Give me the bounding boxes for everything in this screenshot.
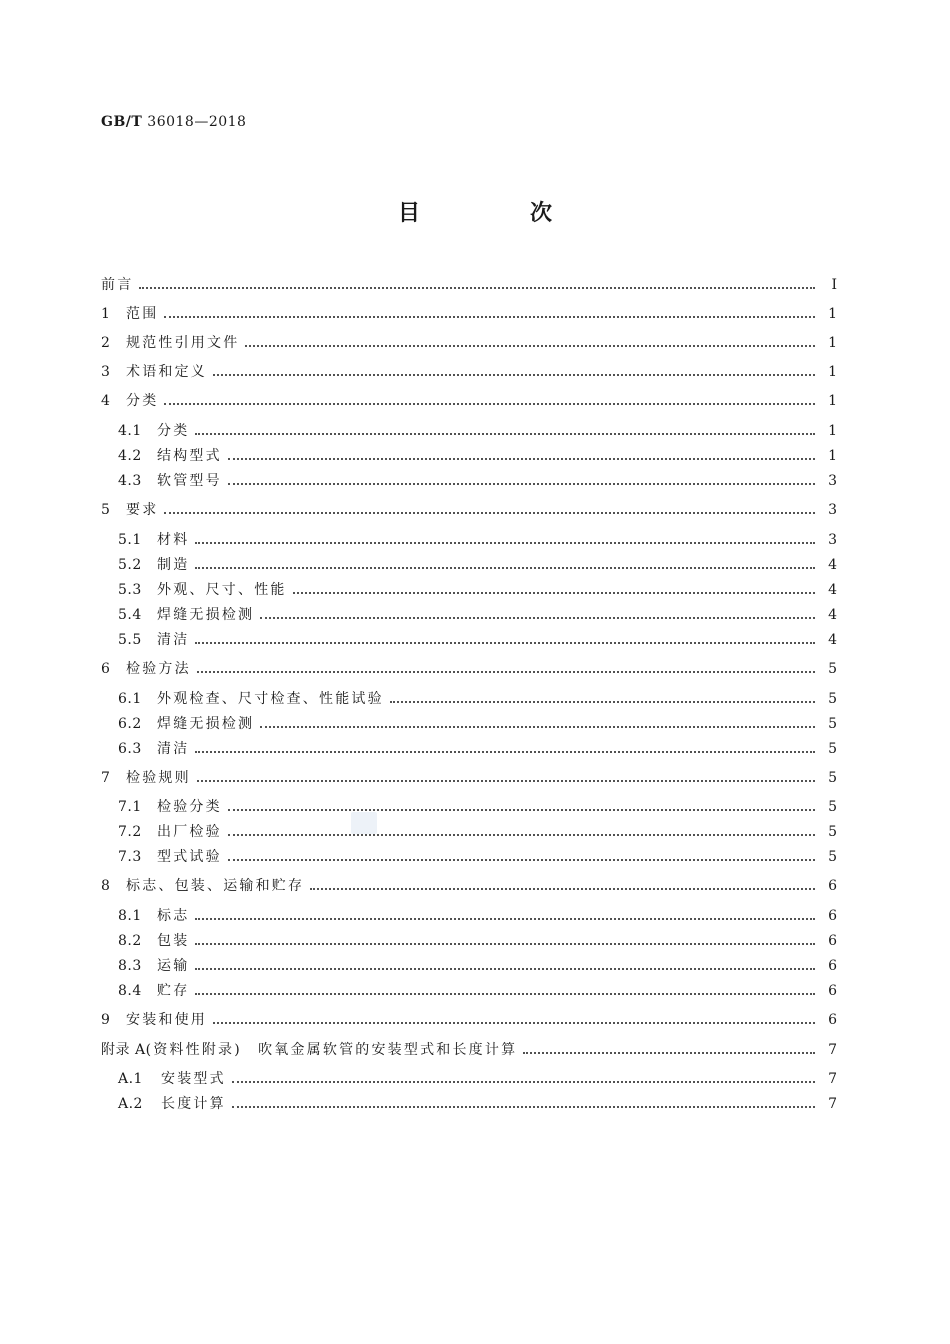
toc-entry[interactable] <box>101 500 837 520</box>
toc-entry-page: 6 <box>828 1012 837 1028</box>
dot-leader <box>260 616 815 619</box>
toc-entry[interactable] <box>118 530 837 550</box>
toc-entry[interactable] <box>118 739 837 759</box>
dot-leader <box>232 1080 815 1083</box>
toc-entry-number: 5.5 <box>118 632 142 648</box>
toc-entry-page: 5 <box>828 661 837 677</box>
toc-entry[interactable] <box>118 605 837 625</box>
dot-leader <box>195 641 815 644</box>
toc-entry-number: 6.2 <box>118 716 142 732</box>
toc-entry-label: 分类 <box>126 393 159 409</box>
toc-entry[interactable] <box>118 797 837 817</box>
toc-entry-label: 外观、尺寸、性能 <box>157 582 287 598</box>
toc-entry[interactable] <box>118 714 837 734</box>
toc-entry-number: 4.2 <box>118 448 142 464</box>
toc-entry-page: 5 <box>828 741 837 757</box>
toc-entry-number: 6 <box>101 661 111 677</box>
toc-entry[interactable] <box>101 333 837 353</box>
toc-entry-number: 8.4 <box>118 983 142 999</box>
toc-entry-number: 7.2 <box>118 824 142 840</box>
toc-entry-number: 8.2 <box>118 933 142 949</box>
toc-entry[interactable] <box>101 1040 837 1060</box>
dot-leader <box>213 373 815 376</box>
toc-entry[interactable] <box>118 471 837 491</box>
toc-entry-page: 3 <box>828 502 837 518</box>
dot-leader <box>164 402 815 405</box>
toc-entry-number: 2 <box>101 335 111 351</box>
dot-leader <box>139 286 815 289</box>
toc-entry[interactable] <box>118 981 837 1001</box>
dot-leader <box>260 725 815 728</box>
dot-leader <box>228 858 815 861</box>
toc-entry-label: 材料 <box>157 532 190 548</box>
dot-leader <box>195 917 815 920</box>
toc-entry[interactable] <box>101 391 837 411</box>
toc-entry-label: 术语和定义 <box>126 364 207 380</box>
toc-entry-label: 运输 <box>157 958 190 974</box>
toc-entry[interactable] <box>101 768 837 788</box>
document-code-prefix: GB/T <box>101 114 143 130</box>
dot-leader <box>197 670 815 673</box>
toc-entry-label: 要求 <box>126 502 159 518</box>
toc-entry-label: 清洁 <box>157 632 190 648</box>
toc-entry-page: 6 <box>828 958 837 974</box>
toc-entry[interactable] <box>118 446 837 466</box>
toc-entry[interactable] <box>118 956 837 976</box>
toc-entry-number: 7 <box>101 770 111 786</box>
toc-entry-label: 规范性引用文件 <box>126 335 240 351</box>
toc-entry-page: 6 <box>828 983 837 999</box>
toc-entry-label: 出厂检验 <box>157 824 222 840</box>
toc-entry-number: 5.3 <box>118 582 142 598</box>
toc-entry[interactable] <box>101 876 837 896</box>
toc-entry[interactable] <box>101 275 837 295</box>
toc-entry-page: 7 <box>828 1042 837 1058</box>
toc-entry-page: 1 <box>828 306 837 322</box>
toc-entry-page: 6 <box>828 908 837 924</box>
toc-entry-number: 5.4 <box>118 607 142 623</box>
toc-entry-number: 7.1 <box>118 799 142 815</box>
toc-entry-number: 4.1 <box>118 423 142 439</box>
toc-entry-page: 1 <box>828 393 837 409</box>
toc-entry-number: 5 <box>101 502 111 518</box>
toc-entry-page: 4 <box>828 582 837 598</box>
document-code-number: 36018—2018 <box>147 114 247 130</box>
dot-leader <box>523 1051 815 1054</box>
dot-leader <box>195 992 815 995</box>
toc-entry[interactable] <box>101 362 837 382</box>
dot-leader <box>245 344 815 347</box>
toc-entry[interactable] <box>118 906 837 926</box>
toc-entry-label: 安装型式 <box>161 1071 226 1087</box>
toc-entry-label: 结构型式 <box>157 448 222 464</box>
toc-entry-label: 焊缝无损检测 <box>157 607 255 623</box>
toc-entry-label: 贮存 <box>157 983 190 999</box>
dot-leader <box>164 511 815 514</box>
toc-entry[interactable] <box>118 580 837 600</box>
toc-entry-number: 4.3 <box>118 473 142 489</box>
watermark-logo <box>351 812 377 834</box>
toc-entry[interactable] <box>118 1094 837 1114</box>
toc-entry-page: 5 <box>828 770 837 786</box>
toc-entry-page: 1 <box>828 364 837 380</box>
dot-leader <box>195 566 815 569</box>
toc-entry-number: 8.3 <box>118 958 142 974</box>
toc-entry-label: 清洁 <box>157 741 190 757</box>
toc-entry[interactable] <box>118 847 837 867</box>
toc-entry-number: 9 <box>101 1012 111 1028</box>
toc-entry-page: 1 <box>828 335 837 351</box>
toc-entry[interactable] <box>118 1069 837 1089</box>
toc-entry-label: 检验分类 <box>157 799 222 815</box>
toc-entry-number: 6.1 <box>118 691 142 707</box>
dot-leader <box>195 750 815 753</box>
dot-leader <box>390 700 815 703</box>
toc-entry-number: A.1 <box>118 1071 143 1087</box>
dot-leader <box>195 942 815 945</box>
toc-entry[interactable] <box>101 304 837 324</box>
toc-entry[interactable] <box>118 421 837 441</box>
dot-leader <box>228 833 815 836</box>
toc-entry-number: 8.1 <box>118 908 142 924</box>
toc-entry-page: 5 <box>828 799 837 815</box>
dot-leader <box>197 779 815 782</box>
toc-entry-page: 1 <box>828 423 837 439</box>
toc-entry-page: 3 <box>828 473 837 489</box>
toc-entry-label: 外观检查、尺寸检查、性能试验 <box>157 691 384 707</box>
toc-entry-label: 包装 <box>157 933 190 949</box>
toc-entry-page: 7 <box>828 1096 837 1112</box>
toc-entry-number: A.2 <box>118 1096 143 1112</box>
dot-leader <box>213 1021 815 1024</box>
dot-leader <box>310 887 815 890</box>
toc-entry-page: 1 <box>828 448 837 464</box>
toc-entry-page: 4 <box>828 632 837 648</box>
toc-entry-label: 前言 <box>101 277 134 293</box>
toc-entry-page: 5 <box>828 691 837 707</box>
toc-entry-label: 标志 <box>157 908 190 924</box>
toc-entry-label: 焊缝无损检测 <box>157 716 255 732</box>
toc-entry-page: 4 <box>828 607 837 623</box>
toc-entry-label: 型式试验 <box>157 849 222 865</box>
toc-entry-page: 4 <box>828 557 837 573</box>
toc-entry[interactable] <box>118 822 837 842</box>
toc-entry-number: 7.3 <box>118 849 142 865</box>
toc-entry-label: 分类 <box>157 423 190 439</box>
toc-entry-label: 安装和使用 <box>126 1012 207 1028</box>
toc-entry[interactable] <box>118 630 837 650</box>
toc-entry-label: (资料性附录) 吹氧金属软管的安装型式和长度计算 <box>145 1042 518 1058</box>
toc-entry-number: 1 <box>101 306 111 322</box>
dot-leader <box>228 482 815 485</box>
toc-entry-label: 范围 <box>126 306 159 322</box>
dot-leader <box>293 591 815 594</box>
toc-entry[interactable] <box>118 931 837 951</box>
toc-entry-label: 软管型号 <box>157 473 222 489</box>
toc-entry-page: 3 <box>828 532 837 548</box>
dot-leader <box>164 315 815 318</box>
toc-entry-page: 5 <box>828 849 837 865</box>
toc-entry-label: 制造 <box>157 557 190 573</box>
toc-entry-number: 3 <box>101 364 111 380</box>
toc-entry[interactable] <box>118 689 837 709</box>
toc-entry-page: 6 <box>828 878 837 894</box>
dot-leader <box>195 432 815 435</box>
dot-leader <box>232 1105 815 1108</box>
toc-entry-number: 5.2 <box>118 557 142 573</box>
toc-entry-label: 检验规则 <box>126 770 191 786</box>
toc-entry-page: 7 <box>828 1071 837 1087</box>
toc-entry[interactable] <box>101 659 837 679</box>
toc-entry-number: 8 <box>101 878 111 894</box>
toc-entry-number: 6.3 <box>118 741 142 757</box>
toc-entry-page: Ⅰ <box>831 277 837 293</box>
toc-entry[interactable] <box>101 1010 837 1030</box>
toc-entry[interactable] <box>118 555 837 575</box>
toc-entry-number: 附录 A <box>101 1042 146 1058</box>
toc-entry-label: 长度计算 <box>161 1096 226 1112</box>
dot-leader <box>228 808 815 811</box>
page-title: 目 次 <box>397 201 596 226</box>
dot-leader <box>228 457 815 460</box>
toc-entry-label: 检验方法 <box>126 661 191 677</box>
toc-entry-page: 6 <box>828 933 837 949</box>
toc-entry-number: 5.1 <box>118 532 142 548</box>
dot-leader <box>195 967 815 970</box>
toc-entry-label: 标志、包装、运输和贮存 <box>126 878 305 894</box>
toc-entry-number: 4 <box>101 393 111 409</box>
toc-entry-page: 5 <box>828 824 837 840</box>
toc-entry-page: 5 <box>828 716 837 732</box>
dot-leader <box>195 541 815 544</box>
